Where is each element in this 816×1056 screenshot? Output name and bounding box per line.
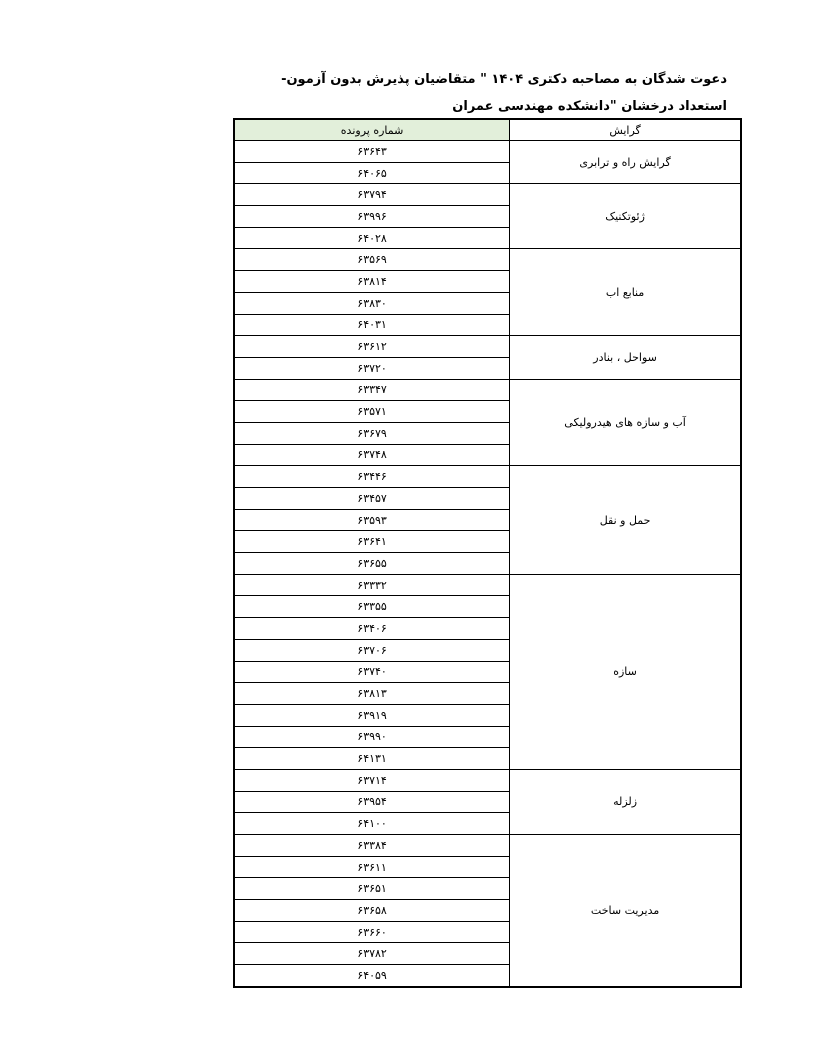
file-number-header: شماره پرونده — [234, 119, 510, 141]
department-cell: مدیریت ساخت — [510, 835, 741, 987]
file-number-cell: ۶۳۶۱۲ — [234, 336, 510, 358]
file-number-cell: ۶۳۹۹۰ — [234, 726, 510, 748]
department-cell: حمل و نقل — [510, 466, 741, 574]
file-number-cell: ۶۳۳۴۷ — [234, 379, 510, 401]
file-number-cell: ۶۳۴۰۶ — [234, 618, 510, 640]
file-number-cell: ۶۳۶۷۹ — [234, 422, 510, 444]
file-number-cell: ۶۳۷۹۴ — [234, 184, 510, 206]
table-row — [234, 336, 741, 358]
department-header: گرایش — [510, 119, 741, 141]
department-cell: ژئوتکنیک — [510, 184, 741, 249]
file-number-cell: ۶۳۶۵۵ — [234, 553, 510, 575]
file-number-cell: ۶۴۱۰۰ — [234, 813, 510, 835]
file-number-cell: ۶۳۷۸۲ — [234, 943, 510, 965]
table-row — [234, 835, 741, 857]
file-number-cell: ۶۳۸۳۰ — [234, 292, 510, 314]
table-row — [234, 249, 741, 271]
file-number-cell: ۶۳۶۱۱ — [234, 856, 510, 878]
file-number-cell: ۶۳۷۲۰ — [234, 357, 510, 379]
file-number-cell: ۶۳۴۵۷ — [234, 488, 510, 510]
department-cell: سازه — [510, 574, 741, 769]
table-row — [234, 141, 741, 163]
file-number-cell: ۶۳۶۵۸ — [234, 900, 510, 922]
file-number-cell: ۶۳۸۱۳ — [234, 683, 510, 705]
file-number-cell: ۶۳۳۳۲ — [234, 574, 510, 596]
table-row — [234, 379, 741, 401]
table-row — [234, 574, 741, 596]
table-row — [234, 184, 741, 206]
table-body — [234, 141, 741, 987]
file-number-cell: ۶۳۹۱۹ — [234, 704, 510, 726]
file-number-cell: ۶۳۷۴۸ — [234, 444, 510, 466]
department-cell: گرایش راه و ترابری — [510, 141, 741, 184]
file-number-cell: ۶۳۵۶۹ — [234, 249, 510, 271]
file-number-cell: ۶۳۳۸۴ — [234, 835, 510, 857]
file-number-cell: ۶۳۹۵۴ — [234, 791, 510, 813]
page-title: دعوت شدگان به مصاحبه دکتری ۱۴۰۴ " متقاضیان پذیرش بدون آزمون- استعداد درخشان "دانشکده مهندسی عمران — [281, 72, 727, 114]
department-cell: سواحل ، بنادر — [510, 336, 741, 379]
file-number-cell: ۶۳۹۹۶ — [234, 206, 510, 228]
department-cell: منابع اب — [510, 249, 741, 336]
file-number-cell: ۶۳۳۵۵ — [234, 596, 510, 618]
file-number-cell: ۶۴۰۳۱ — [234, 314, 510, 336]
candidates-table — [233, 118, 742, 988]
file-number-cell: ۶۳۶۴۱ — [234, 531, 510, 553]
file-number-cell: ۶۳۷۴۰ — [234, 661, 510, 683]
table-header-row — [234, 119, 741, 141]
file-number-cell: ۶۴۰۵۹ — [234, 965, 510, 987]
file-number-cell: ۶۳۷۰۶ — [234, 639, 510, 661]
file-number-cell: ۶۳۶۴۳ — [234, 141, 510, 163]
file-number-cell: ۶۴۰۲۸ — [234, 227, 510, 249]
file-number-cell: ۶۳۵۷۱ — [234, 401, 510, 423]
table-row — [234, 466, 741, 488]
file-number-cell: ۶۴۱۳۱ — [234, 748, 510, 770]
department-cell: آب و سازه های هیدرولیکی — [510, 379, 741, 466]
department-cell: زلزله — [510, 769, 741, 834]
file-number-cell: ۶۳۶۶۰ — [234, 921, 510, 943]
file-number-cell: ۶۳۶۵۱ — [234, 878, 510, 900]
file-number-cell: ۶۳۴۴۶ — [234, 466, 510, 488]
table-row — [234, 769, 741, 791]
file-number-cell: ۶۴۰۶۵ — [234, 162, 510, 184]
file-number-cell: ۶۳۵۹۳ — [234, 509, 510, 531]
file-number-cell: ۶۳۷۱۴ — [234, 769, 510, 791]
file-number-cell: ۶۳۸۱۴ — [234, 271, 510, 293]
